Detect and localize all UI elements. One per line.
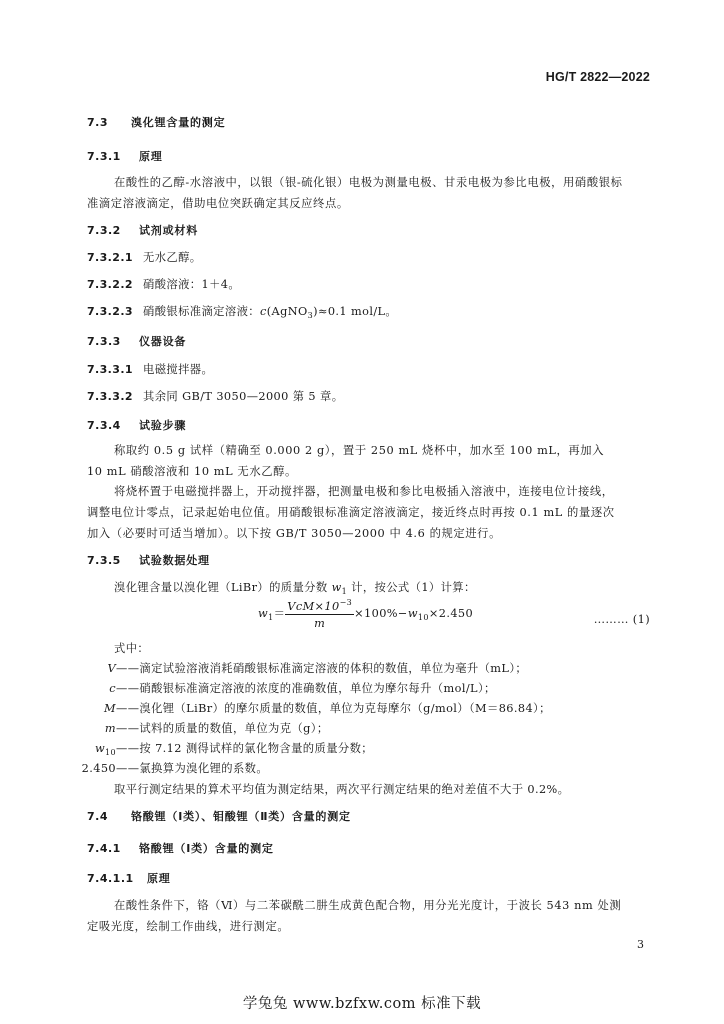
formula-1 — [258, 598, 473, 630]
definition-symbol: 2.450 — [81, 762, 116, 775]
section-title: 试验步骤 — [139, 419, 187, 432]
definition-text: ——按 7.12 测得试样的氯化物含量的质量分数； — [116, 742, 373, 755]
item-number: 7.3.3.2 — [87, 390, 133, 403]
item-text: 其余同 GB/T 3050—2000 第 5 章。 — [143, 390, 344, 403]
formula-open: (AgNO — [266, 305, 308, 318]
section-7-4-heading — [87, 808, 351, 824]
chloride-fraction-symbol: w — [407, 607, 418, 620]
section-number: 7.3.2 — [87, 224, 121, 237]
definition-row — [76, 760, 268, 776]
subscript: 1 — [268, 613, 274, 622]
item-text: 电磁搅拌器。 — [143, 363, 214, 376]
section-title: 原理 — [139, 150, 163, 163]
item-text: 硝酸溶液：1＋4。 — [143, 278, 241, 291]
subscript: 1 — [341, 587, 348, 596]
section-7-3-heading — [87, 114, 225, 130]
definition-row — [76, 720, 329, 736]
mass-fraction-symbol: w — [331, 581, 342, 594]
item-number: 7.3.3.1 — [87, 363, 133, 376]
section-7-3-2-heading — [87, 222, 198, 238]
watermark-footer: 学兔兔 www.bzfxw.com 标准下载 — [242, 996, 482, 1012]
standard-code-header: HG/T 2822—2022 — [545, 70, 650, 84]
definition-symbol: M — [104, 702, 116, 715]
section-7-3-3-heading — [87, 333, 186, 349]
definition-row — [76, 680, 496, 696]
symbol-letter: w — [94, 742, 106, 755]
section-number: 7.3.3 — [87, 335, 121, 348]
section-title: 试剂或材料 — [139, 224, 198, 237]
section-title: 原理 — [147, 872, 171, 885]
section-title: 铬酸锂（Ⅰ类）含量的测定 — [139, 842, 274, 855]
item-number: 7.3.2.3 — [87, 305, 133, 318]
section-7-3-4-heading — [87, 417, 186, 433]
definition-text: ——滴定试验溶液消耗硝酸银标准滴定溶液的体积的数值，单位为毫升（mL）； — [116, 662, 528, 675]
definition-symbol — [76, 742, 116, 757]
page-number: 3 — [637, 938, 644, 951]
concentration-symbol: c — [259, 305, 267, 318]
leader-dots: ……… — [593, 613, 629, 626]
equation-label: (1) — [632, 613, 650, 626]
reagent-item — [87, 249, 202, 265]
definition-text: ——氯换算为溴化锂的系数。 — [116, 762, 269, 775]
item-number: 7.3.2.2 — [87, 278, 133, 291]
equation-number — [594, 613, 650, 626]
subscript: 3 — [307, 311, 314, 320]
item-text: 硝酸银标准滴定溶液： — [143, 305, 260, 318]
formula-term: ×100%− — [354, 607, 408, 620]
intro-text: 溴化锂含量以溴化锂（LiBr）的质量分数 — [114, 581, 332, 594]
definition-text: ——溴化锂（LiBr）的摩尔质量的数值，单位为克每摩尔（g/mol）（M＝86.84）； — [116, 702, 551, 715]
intro-text-end: 计，按公式（1）计算： — [347, 581, 476, 594]
fraction — [285, 598, 354, 630]
principle-paragraph: 在酸性条件下，铬（Ⅵ）与二苯碳酰二肼生成黄色配合物，用分光光度计，于波长 543 nm 处测定吸光度，绘制工作曲线，进行测定。 — [87, 899, 622, 933]
section-number: 7.3.5 — [87, 554, 121, 567]
result-statement: 取平行测定结果的算术平均值为测定结果，两次平行测定结果的绝对差值不大于 0.2%。 — [114, 783, 570, 796]
section-number: 7.3.4 — [87, 419, 121, 432]
subscript: 10 — [105, 748, 116, 757]
fraction-denominator: m — [314, 617, 326, 630]
procedure-paragraph: 称取约 0.5 g 试样（精确至 0.000 2 g），置于 250 mL 烧杯中，加水至 100 mL，再加入 10 mL 硝酸溶液和 10 mL 无水乙醇。 — [87, 444, 605, 478]
definition-symbol: V — [107, 662, 116, 675]
section-7-3-5-heading — [87, 552, 210, 568]
fraction-numerator — [285, 598, 354, 615]
section-number: 7.3 — [87, 116, 108, 129]
section-number: 7.4.1 — [87, 842, 121, 855]
section-number: 7.4 — [87, 810, 108, 823]
definition-row — [76, 660, 527, 676]
equals-sign: ＝ — [273, 607, 286, 620]
definition-row — [76, 740, 373, 757]
section-title: 仪器设备 — [139, 335, 187, 348]
formula-lhs: w — [258, 607, 269, 620]
definition-text: ——试料的质量的数值，单位为克（g）； — [116, 722, 329, 735]
definition-text: ——硝酸银标准滴定溶液的浓度的准确数值，单位为摩尔每升（mol/L）； — [116, 682, 496, 695]
definition-row — [76, 700, 551, 716]
reagent-item — [87, 303, 397, 320]
equipment-item — [87, 361, 213, 377]
item-text: 无水乙醇。 — [143, 251, 202, 264]
calculation-intro — [114, 579, 476, 596]
section-7-4-1-heading — [87, 840, 274, 856]
formula-term: ×2.450 — [428, 607, 474, 620]
reagent-item — [87, 276, 240, 292]
formula-close: )≈0.1 mol/L。 — [313, 305, 398, 318]
where-label: 式中： — [114, 642, 150, 655]
definition-symbol: c — [109, 682, 116, 695]
section-number: 7.3.1 — [87, 150, 121, 163]
definition-symbol: m — [104, 722, 116, 735]
section-7-4-1-1-heading — [87, 870, 171, 886]
equipment-item — [87, 388, 343, 404]
section-title: 铬酸锂（Ⅰ类）、钼酸锂（Ⅱ类）含量的测定 — [131, 810, 351, 823]
section-title: 溴化锂含量的测定 — [131, 116, 226, 129]
section-7-3-1-heading — [87, 148, 163, 164]
superscript: −3 — [339, 598, 353, 607]
subscript: 10 — [417, 613, 429, 622]
section-title: 试验数据处理 — [139, 554, 210, 567]
procedure-paragraph: 将烧杯置于电磁搅拌器上，开动搅拌器，把测量电极和参比电极插入溶液中，连接电位计接线，调整电位计零点，记录起始电位值。用硝酸银标准滴定溶液滴定，接近终点时再按 0.1 mL 的量逐次加入（必要时可适当增加）。以下按 GB/T 3050—2000 中 4.6 的规定进行。 — [87, 485, 615, 540]
section-number: 7.4.1.1 — [87, 872, 134, 885]
item-number: 7.3.2.1 — [87, 251, 133, 264]
principle-paragraph: 在酸性的乙醇-水溶液中，以银（银-硫化银）电极为测量电极、甘汞电极为参比电极，用硝酸银标准滴定溶液滴定，借助电位突跃确定其反应终点。 — [87, 176, 623, 210]
numerator-text: VcM×10 — [287, 600, 340, 613]
